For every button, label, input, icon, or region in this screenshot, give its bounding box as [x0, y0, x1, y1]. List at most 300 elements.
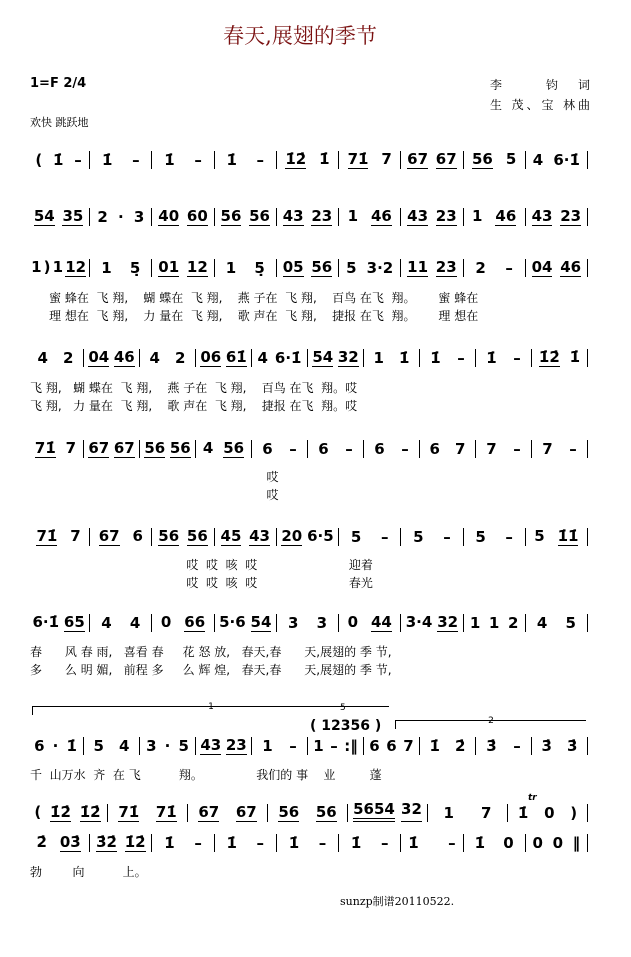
note-group: ·: [52, 737, 59, 755]
measure: [310, 737, 361, 755]
note-group: 71̇: [155, 803, 177, 821]
barline: [267, 804, 268, 822]
barline: [587, 151, 588, 169]
measure: [366, 440, 417, 458]
note-group: 1: [31, 258, 42, 276]
note-group: 56: [278, 803, 300, 821]
lyricist-credit: 李 钧词: [490, 78, 590, 92]
barline: [151, 528, 152, 546]
measure: [341, 613, 398, 632]
note-group: 5: [475, 528, 486, 546]
barline: [214, 614, 215, 632]
note-group: 5: [346, 259, 357, 277]
note-group: 56: [169, 439, 191, 457]
barline: [525, 528, 526, 546]
barline: [151, 151, 152, 169]
key-signature: 1=F 2/4: [30, 76, 87, 91]
note-group: 2: [97, 208, 108, 226]
note-group: 6·1̇: [32, 613, 60, 631]
lyric-line: 千 山万水 齐 在 飞 翔。 我们的 事 业 蓬: [30, 768, 382, 782]
note-group: 1: [101, 259, 112, 277]
note-group: ): [570, 804, 578, 822]
measure: [154, 527, 211, 546]
barline: [151, 259, 152, 277]
note-group: 67: [98, 527, 120, 545]
note-group: 43: [200, 736, 222, 754]
note-group: 40: [158, 207, 180, 225]
measure: [86, 439, 137, 458]
note-group: 06: [200, 348, 222, 366]
barline: [587, 259, 588, 277]
note-group: ‖: [572, 834, 581, 852]
note-group: 2̇: [36, 833, 47, 851]
barline: [587, 208, 588, 226]
barline: [251, 440, 252, 458]
note-group: 45: [220, 527, 242, 545]
note-group: 1̇: [66, 737, 77, 755]
barline: [587, 834, 588, 852]
note-group: –: [194, 834, 202, 852]
note-group: 56: [158, 527, 180, 545]
note-group: 1: [443, 804, 454, 822]
measure: [403, 207, 460, 226]
note-group: 3̇: [486, 737, 497, 755]
barline: [419, 440, 420, 458]
barline: [89, 151, 90, 169]
measure: [403, 613, 460, 632]
measure: [217, 613, 274, 632]
notation-system: [30, 207, 590, 226]
note-group: 0: [503, 834, 514, 852]
barline: [475, 737, 476, 755]
notation-system: [30, 150, 590, 169]
note-group: 5̣: [129, 259, 141, 277]
measure: [422, 349, 473, 367]
measure: [466, 259, 523, 277]
measure: [478, 737, 529, 755]
note-group: 1̇: [517, 804, 529, 822]
barline: [187, 804, 188, 822]
barline: [419, 349, 420, 367]
note-group: 67: [113, 439, 135, 457]
note-group: 6·5: [307, 527, 334, 545]
barline: [463, 208, 464, 226]
volta-1: 1: [32, 706, 389, 715]
note-group: –: [74, 151, 82, 169]
barline: [587, 804, 588, 822]
note-group: 6: [262, 440, 273, 458]
note-group: 5: [565, 614, 576, 632]
barline: [338, 528, 339, 546]
note-group: 56: [144, 439, 166, 457]
note-group: 54: [33, 207, 55, 225]
measure: [86, 348, 137, 367]
note-group: –: [448, 834, 456, 852]
note-group: 23: [435, 207, 457, 225]
measure: [254, 440, 305, 458]
note-group: 56: [223, 439, 245, 457]
note-group: 60: [186, 207, 208, 225]
note-group: 71̇: [34, 439, 56, 457]
note-group: 6: [386, 737, 397, 755]
note-group: 1: [373, 349, 384, 367]
note-group: 1: [225, 259, 237, 277]
note-group: 54: [250, 613, 272, 631]
measure: [403, 834, 460, 852]
barline: [151, 834, 152, 852]
barline: [338, 834, 339, 852]
measure: [217, 259, 274, 277]
note-group: 1: [469, 614, 481, 632]
note-group: 6: [132, 527, 143, 545]
note-group: 0: [544, 804, 555, 822]
note-group: 44: [370, 613, 392, 631]
measure: [430, 804, 505, 822]
note-group: 11: [407, 258, 429, 276]
composer-credit: 生 茂、宝 林曲: [490, 98, 590, 112]
barline: [338, 208, 339, 226]
barline: [463, 614, 464, 632]
note-group: 3·2: [366, 259, 394, 277]
barline: [338, 259, 339, 277]
note-group: 3·4: [405, 613, 433, 631]
barline: [195, 349, 196, 367]
note-group: 35: [62, 207, 84, 225]
note-group: –: [569, 440, 577, 458]
notation-system: [30, 736, 590, 755]
footer-credit: sunzp制谱20110522.: [340, 895, 455, 908]
note-group: 4: [532, 151, 544, 169]
note-group: 67: [435, 150, 457, 168]
note-group: 2: [175, 349, 186, 367]
note-group: 56: [311, 258, 333, 276]
note-group: 46: [560, 258, 582, 276]
measure: [528, 207, 585, 226]
note-group: 56: [249, 207, 270, 225]
note-group: 1̇1̇: [557, 527, 579, 545]
measure: [92, 151, 149, 169]
measure: [341, 207, 398, 226]
note-group: ·: [164, 737, 171, 755]
measure: [279, 614, 336, 632]
lyric-line: 多 么 明 媚, 前程 多 么 辉 煌, 春天,春 天,展翅的 季 节,: [30, 663, 392, 677]
lyric-line: 勃 向 上。: [30, 865, 147, 879]
note-group: 4: [536, 614, 548, 632]
barline: [400, 528, 401, 546]
note-group: 6: [369, 737, 380, 755]
note-group: 1̇2̇: [285, 150, 307, 168]
barline: [89, 208, 90, 226]
note-group: 7: [65, 439, 77, 457]
barline: [419, 737, 420, 755]
note-group: –: [513, 440, 521, 458]
measure: [217, 151, 274, 169]
note-group: 1̇: [102, 151, 113, 169]
note-group: 1̇: [474, 834, 486, 852]
note-group: ): [43, 258, 51, 276]
note-group: –: [256, 834, 265, 852]
barline: [531, 349, 532, 367]
note-group: –: [380, 834, 389, 852]
measure: [279, 258, 336, 277]
measure: [198, 348, 249, 367]
note-group: 1: [488, 614, 500, 632]
note-group: 67: [88, 439, 110, 457]
note-group: 1̇: [164, 834, 175, 852]
barline: [400, 151, 401, 169]
notation-system: [30, 348, 590, 367]
barline: [195, 440, 196, 458]
measure: [350, 800, 425, 822]
note-group: 56: [315, 803, 337, 821]
notation-system: [30, 258, 590, 277]
barline: [587, 737, 588, 755]
note-group: 5: [505, 150, 517, 168]
lyric-line: 哎: [30, 488, 279, 502]
barline: [89, 528, 90, 546]
note-group: 6: [318, 440, 329, 458]
measure: [341, 259, 398, 277]
note-group: 7: [542, 440, 553, 458]
note-group: 4: [37, 349, 48, 367]
measure: [279, 150, 336, 169]
note-group: 3: [146, 737, 157, 755]
barline: [525, 614, 526, 632]
note-group: 32: [437, 613, 459, 631]
barline: [463, 528, 464, 546]
barline: [89, 834, 90, 852]
note-group: 1̇: [288, 834, 300, 852]
barline: [251, 349, 252, 367]
note-group: 4: [149, 349, 160, 367]
note-group: 3: [133, 208, 145, 226]
note-group: 1̇2̇: [50, 803, 71, 821]
measure: [528, 614, 585, 632]
note-group: 5: [413, 528, 424, 546]
notation-system: [30, 833, 590, 852]
note-group: 1̇: [486, 349, 497, 367]
tuplet-number: 5: [340, 703, 346, 713]
lyric-line: 哎 哎 咳 哎 春光: [30, 576, 373, 590]
note-group: 67: [198, 803, 220, 821]
note-group: 01: [158, 258, 180, 276]
measure: [154, 613, 211, 632]
measure: [217, 834, 274, 852]
barline: [347, 804, 348, 822]
note-group: 3̇: [541, 737, 552, 755]
note-group: 5̣: [254, 259, 265, 277]
measure: [279, 207, 336, 226]
measure: [466, 614, 523, 632]
barline: [214, 528, 215, 546]
note-group: 1̇: [429, 737, 440, 755]
note-group: 3: [316, 614, 327, 632]
note-group: 46: [370, 207, 392, 225]
note-group: 43: [407, 207, 429, 225]
measure: [466, 150, 523, 169]
note-group: –: [289, 737, 297, 755]
measure: [92, 614, 149, 632]
note-group: 1̇: [226, 834, 237, 852]
measure: [403, 150, 460, 169]
measure: [142, 439, 193, 458]
note-group: 03̇: [59, 833, 81, 851]
barline: [276, 259, 277, 277]
barline: [107, 804, 108, 822]
measure: [341, 834, 398, 852]
note-group: –: [380, 528, 389, 546]
note-group: 1̇: [226, 151, 237, 169]
song-title: 春天,展翅的季节: [223, 24, 377, 48]
note-group: 6·1̇: [553, 151, 580, 169]
measure: [478, 440, 529, 458]
measure: [30, 258, 87, 277]
measure: [86, 737, 137, 755]
barline: [525, 259, 526, 277]
barline: [195, 737, 196, 755]
barline: [139, 737, 140, 755]
barline: [525, 208, 526, 226]
barline: [400, 834, 401, 852]
note-group: –: [318, 834, 327, 852]
note-group: 05: [282, 258, 304, 276]
note-group: 67: [407, 150, 429, 168]
note-group: 5·6: [219, 613, 246, 631]
measure: [366, 349, 417, 367]
barline: [276, 614, 277, 632]
measure: [217, 207, 274, 226]
note-group: 7: [70, 527, 81, 545]
note-group: –: [457, 349, 465, 367]
measure: [190, 803, 265, 822]
measure: [254, 349, 305, 367]
barline: [83, 349, 84, 367]
note-group: 2̇: [455, 737, 466, 755]
note-group: –: [345, 440, 353, 458]
note-group: 12: [65, 258, 87, 276]
note-group: 1: [472, 207, 483, 225]
barline: [251, 737, 252, 755]
note-group: –: [330, 737, 338, 755]
note-group: 5: [350, 528, 362, 546]
note-group: 2: [507, 614, 519, 632]
note-group: 1: [347, 207, 358, 225]
barline: [214, 151, 215, 169]
note-group: –: [194, 151, 202, 169]
measure: [528, 258, 585, 277]
measure: [92, 527, 149, 546]
barline: [531, 440, 532, 458]
note-group: 04: [531, 258, 553, 276]
measure: [528, 527, 585, 546]
barline: [83, 440, 84, 458]
note-group: 7: [381, 150, 392, 168]
barline: [214, 834, 215, 852]
barline: [151, 614, 152, 632]
note-group: 1̇: [430, 349, 441, 367]
barline: [463, 259, 464, 277]
note-group: 32: [401, 800, 422, 822]
barline: [214, 208, 215, 226]
note-group: 56: [220, 207, 242, 225]
measure: [142, 737, 193, 755]
measure: [466, 528, 523, 546]
measure: [310, 348, 361, 367]
note-group: 6: [374, 440, 385, 458]
barline: [427, 804, 428, 822]
note-group: 71̇: [118, 803, 140, 821]
note-group: 5: [178, 737, 189, 755]
note-group: 66: [184, 613, 206, 631]
note-group: 1̇2̇: [124, 833, 146, 851]
note-group: 5: [93, 737, 104, 755]
note-group: 23: [560, 207, 582, 225]
note-group: 56: [186, 527, 208, 545]
measure: [30, 207, 87, 226]
measure: [154, 258, 211, 277]
measure: [254, 737, 305, 755]
note-group: 56: [472, 150, 493, 168]
measure: [92, 833, 149, 852]
note-group: 67: [235, 803, 257, 821]
measure: [466, 207, 523, 226]
barline: [276, 208, 277, 226]
barline: [338, 614, 339, 632]
lyric-line: 飞 翔, 力 量在 飞 翔, 歌 声在 飞 翔, 捷报 在飞 翔。哎: [30, 399, 358, 413]
note-group: –: [401, 440, 409, 458]
notation-system: [30, 613, 590, 632]
measure: [341, 150, 398, 169]
note-group: 1̇2̇: [538, 348, 560, 366]
note-group: 4: [119, 737, 130, 755]
measure: [528, 151, 585, 169]
note-group: –: [513, 737, 521, 755]
note-group: 7: [481, 804, 492, 822]
measure: [279, 834, 336, 852]
measure: [534, 348, 585, 367]
note-group: 3̇2̇: [96, 833, 117, 851]
note-group: –: [256, 151, 265, 169]
measure: [30, 737, 81, 755]
barline: [525, 834, 526, 852]
note-group: –: [505, 259, 513, 277]
note-group: 1̇2̇: [79, 803, 101, 821]
measure: [217, 527, 274, 546]
note-group: 0: [532, 834, 543, 852]
barline: [307, 440, 308, 458]
tempo-marking: 欢快 跳跃地: [30, 116, 89, 129]
note-group: 1̇: [350, 834, 362, 852]
measure: [30, 613, 87, 632]
barline: [276, 528, 277, 546]
note-group: 0: [347, 613, 358, 631]
note-group: 3̇: [567, 737, 578, 755]
note-group: 2: [63, 349, 74, 367]
note-group: 1̇: [399, 349, 410, 367]
note-group: –: [132, 151, 140, 169]
note-group: 1̇: [319, 150, 330, 168]
note-group: 7: [403, 737, 414, 755]
barline: [475, 349, 476, 367]
measure: [142, 349, 193, 367]
measure: [198, 736, 249, 755]
measure: [466, 834, 523, 852]
note-group: 5: [534, 527, 545, 545]
measure: [310, 440, 361, 458]
measure: [92, 208, 149, 226]
note-group: 4: [202, 439, 214, 457]
note-group: 2: [475, 259, 486, 277]
